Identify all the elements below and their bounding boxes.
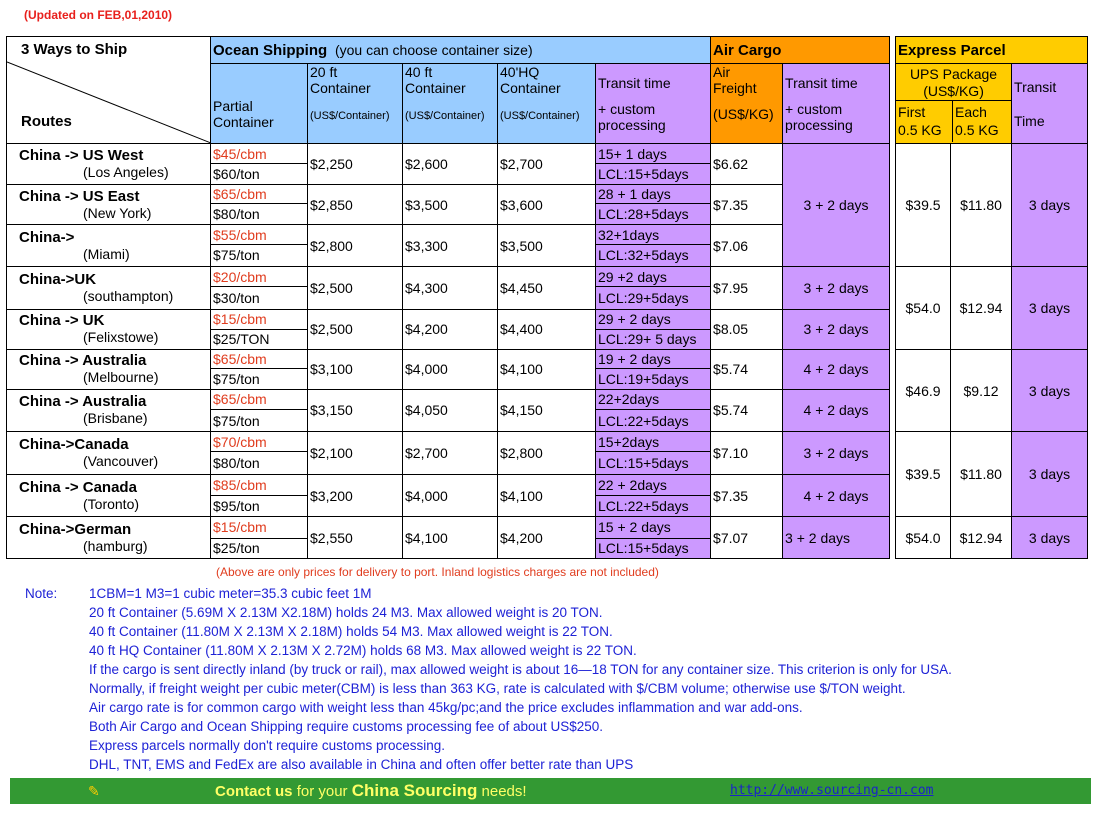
route-city: (New York) (83, 204, 152, 221)
container-c40hq-price: $4,400 (498, 309, 596, 350)
note-line: Normally, if freight weight per cubic meter(CBM) is less than 363 KG, rate is calculated with $/CBM volume; otherwise use $/TON weight. (89, 681, 906, 696)
air-transit-time: 4 + 2 days (783, 389, 890, 432)
footer-banner (10, 778, 1091, 804)
ocean-transit-lcl: LCL:15+5days (596, 538, 711, 558)
container-c40hq-price: $4,200 (498, 517, 596, 559)
spacer (890, 389, 896, 432)
express-transit-time: 3 days (1012, 517, 1088, 559)
route-city: (Toronto) (83, 495, 140, 512)
container-c40-price: $4,000 (403, 350, 498, 390)
ocean-transit-fcl: 15 + 2 days (596, 517, 711, 538)
route-name: China -> US West (19, 147, 144, 165)
ocean-transit-lcl: LCL:22+5days (596, 409, 711, 431)
route-cell (7, 184, 211, 225)
air-transit-header: Transit time + custom processing (783, 64, 890, 144)
route-cell (7, 309, 211, 350)
route-city: (Melbourne) (83, 369, 159, 386)
route-name: China -> UK (19, 312, 105, 330)
container-c20-price: $2,500 (308, 309, 403, 350)
partial-ton-price: $75/ton (211, 244, 308, 266)
ocean-transit-lcl: LCL:32+5days (596, 244, 711, 266)
ocean-transit-lcl: LCL:28+5days (596, 204, 711, 225)
route-cell (7, 474, 211, 517)
ocean-transit-lcl: LCL:15+5days (596, 452, 711, 474)
partial-ton-price: $25/ton (211, 538, 308, 558)
partial-ton-price: $95/ton (211, 496, 308, 517)
spacer (890, 184, 896, 225)
note-line: DHL, TNT, EMS and FedEx are also available in China and often offer better rate than UPS (89, 757, 634, 772)
container-c40hq-price: $2,800 (498, 432, 596, 475)
partial-ton-price: $80/ton (211, 452, 308, 474)
route-cell (7, 225, 211, 267)
ocean-transit-fcl: 22+2days (596, 389, 711, 409)
spacer (890, 474, 896, 517)
partial-cbm-price: $65/cbm (211, 389, 308, 409)
pencil-icon: ✎ (88, 783, 100, 799)
route-name: China-> (19, 228, 75, 246)
route-cell (7, 389, 211, 432)
spacer (890, 225, 896, 267)
route-row (7, 517, 1088, 538)
partial-cbm-price: $45/cbm (211, 144, 308, 163)
route-row (7, 350, 1088, 369)
routes-header-cell (7, 37, 211, 144)
express-transit-time: 3 days (1012, 144, 1088, 267)
container-c40-price: $4,300 (403, 267, 498, 310)
route-name: China->German (19, 520, 132, 538)
air-transit-time: 3 + 2 days (783, 517, 890, 559)
ocean-transit-fcl: 29 +2 days (596, 267, 711, 287)
partial-cbm-price: $15/cbm (211, 309, 308, 329)
route-name: China -> US East (19, 187, 140, 205)
route-cell (7, 350, 211, 390)
updated-date: (Updated on FEB,01,2010) (24, 8, 173, 22)
container-20ft-header: 20 ft Container (US$/Container) (308, 64, 403, 144)
container-c40-price: $4,100 (403, 517, 498, 559)
ocean-transit-fcl: 32+1days (596, 225, 711, 244)
express-transit-time: 3 days (1012, 432, 1088, 517)
route-name: China -> Canada (19, 478, 137, 496)
partial-ton-price: $30/ton (211, 287, 308, 309)
express-transit-header: Transit Time (1012, 64, 1088, 144)
air-transit-time: 3 + 2 days (783, 309, 890, 350)
express-each-price: $12.94 (951, 267, 1012, 350)
ocean-shipping-header (211, 37, 711, 64)
container-c20-price: $3,200 (308, 474, 403, 517)
ocean-transit-fcl: 19 + 2 days (596, 350, 711, 369)
route-row (7, 432, 1088, 452)
air-freight-price: $5.74 (711, 389, 783, 432)
route-city: (southampton) (83, 287, 174, 304)
express-first-price: $46.9 (896, 350, 951, 432)
contact-text: Contact us for your China Sourcing needs! (215, 781, 527, 800)
ups-package-header: UPS Package (US$/KG) First 0.5 KG Each 0.5 KG (896, 64, 1012, 144)
container-c40-price: $2,700 (403, 432, 498, 475)
ocean-transit-lcl: LCL:19+5days (596, 369, 711, 389)
partial-cbm-price: $20/cbm (211, 267, 308, 287)
route-cell (7, 267, 211, 310)
note-line: 20 ft Container (5.69M X 2.13M X2.18M) holds 24 M3. Max allowed weight is 20 TON. (89, 605, 603, 620)
route-cell (7, 144, 211, 185)
container-c40-price: $2,600 (403, 144, 498, 185)
partial-cbm-price: $65/cbm (211, 350, 308, 369)
ocean-transit-fcl: 29 + 2 days (596, 309, 711, 329)
route-name: China->UK (19, 270, 97, 288)
routes-label: Routes (21, 113, 72, 130)
air-freight-price: $7.07 (711, 517, 783, 559)
ways-to-ship-label: 3 Ways to Ship (21, 41, 128, 58)
container-c40-price: $4,000 (403, 474, 498, 517)
partial-cbm-price: $85/cbm (211, 474, 308, 495)
partial-container-header: Partial Container (211, 64, 308, 144)
air-transit-time: 3 + 2 days (783, 144, 890, 267)
note-line: If the cargo is sent directly inland (by truck or rail), max allowed weight is about 16—18 TON for any container size. This criterion is only for USA. (89, 662, 952, 677)
container-c20-price: $2,800 (308, 225, 403, 267)
shipping-rates-table (6, 36, 1088, 559)
route-city: (Miami) (83, 245, 130, 262)
note-line: Air cargo rate is for common cargo with weight less than 45kg/pc;and the price excludes inflammation and war add-ons. (89, 700, 803, 715)
note-line: 1CBM=1 M3=1 cubic meter=35.3 cubic feet 1M (89, 586, 372, 601)
express-transit-time: 3 days (1012, 267, 1088, 350)
container-c20-price: $3,100 (308, 350, 403, 390)
container-c40hq-price: $3,600 (498, 184, 596, 225)
partial-ton-price: $80/ton (211, 204, 308, 225)
route-name: China -> Australia (19, 352, 147, 370)
container-40hq-header: 40'HQ Container (US$/Container) (498, 64, 596, 144)
air-transit-time: 3 + 2 days (783, 432, 890, 475)
partial-cbm-price: $55/cbm (211, 225, 308, 244)
air-freight-price: $7.06 (711, 225, 783, 267)
air-transit-time: 4 + 2 days (783, 474, 890, 517)
container-c40-price: $4,050 (403, 389, 498, 432)
express-parcel-header: Express Parcel (896, 37, 1088, 64)
container-c40hq-price: $2,700 (498, 144, 596, 185)
note-line: Both Air Cargo and Ocean Shipping require customs processing fee of about US$250. (89, 719, 604, 734)
partial-ton-price: $75/ton (211, 409, 308, 431)
ocean-shipping-note: (you can choose container size) (334, 41, 533, 58)
express-each-price: $9.12 (951, 350, 1012, 432)
container-c20-price: $2,850 (308, 184, 403, 225)
container-c40hq-price: $4,150 (498, 389, 596, 432)
container-c20-price: $2,250 (308, 144, 403, 185)
express-each-price: $12.94 (951, 517, 1012, 559)
partial-cbm-price: $70/cbm (211, 432, 308, 452)
route-city: (Vancouver) (83, 452, 159, 469)
container-c40hq-price: $4,100 (498, 350, 596, 390)
note-label: Note: (25, 586, 58, 601)
ocean-transit-fcl: 22 + 2days (596, 474, 711, 495)
route-city: (Brisbane) (83, 410, 148, 427)
ocean-transit-fcl: 15+2days (596, 432, 711, 452)
air-cargo-header: Air Cargo (711, 37, 890, 64)
container-40ft-header: 40 ft Container (US$/Container) (403, 64, 498, 144)
note-line: Express parcels normally don't require customs processing. (89, 738, 445, 753)
ocean-shipping-title: Ocean Shipping (213, 41, 328, 59)
container-c40-price: $3,300 (403, 225, 498, 267)
route-name: China -> Australia (19, 393, 147, 411)
delivery-caveat: (Above are only prices for delivery to port. Inland logistics charges are not included) (216, 565, 659, 579)
website-link[interactable]: http://www.sourcing-cn.com (730, 783, 934, 798)
partial-ton-price: $25/TON (211, 329, 308, 349)
spacer (890, 309, 896, 350)
ocean-transit-fcl: 15+ 1 days (596, 144, 711, 163)
container-c40-price: $4,200 (403, 309, 498, 350)
each-half-kg-header: Each 0.5 KG (955, 104, 999, 139)
route-row (7, 267, 1088, 287)
express-each-price: $11.80 (951, 432, 1012, 517)
air-freight-price: $8.05 (711, 309, 783, 350)
express-transit-time: 3 days (1012, 350, 1088, 432)
air-freight-price: $7.10 (711, 432, 783, 475)
container-c20-price: $2,550 (308, 517, 403, 559)
route-row (7, 144, 1088, 163)
partial-cbm-price: $65/cbm (211, 184, 308, 203)
express-first-price: $54.0 (896, 517, 951, 559)
container-c20-price: $2,500 (308, 267, 403, 310)
express-first-price: $39.5 (896, 144, 951, 267)
route-city: (Felixstowe) (83, 329, 159, 346)
container-c40hq-price: $4,100 (498, 474, 596, 517)
air-transit-time: 3 + 2 days (783, 267, 890, 310)
express-each-price: $11.80 (951, 144, 1012, 267)
route-city: (hamburg) (83, 537, 148, 554)
express-first-price: $54.0 (896, 267, 951, 350)
note-line: 40 ft HQ Container (11.80M X 2.13M X 2.72M) holds 68 M3. Max allowed weight is 22 TON. (89, 643, 637, 658)
air-freight-price: $7.35 (711, 474, 783, 517)
route-name: China->Canada (19, 435, 129, 453)
ocean-transit-lcl: LCL:29+5days (596, 287, 711, 309)
first-half-kg-header: First 0.5 KG (896, 101, 953, 142)
partial-cbm-price: $15/cbm (211, 517, 308, 538)
container-c40hq-price: $3,500 (498, 225, 596, 267)
express-first-price: $39.5 (896, 432, 951, 517)
route-city: (Los Angeles) (83, 164, 169, 181)
container-c40-price: $3,500 (403, 184, 498, 225)
ocean-transit-header: Transit time + custom processing (596, 64, 711, 144)
container-c20-price: $2,100 (308, 432, 403, 475)
partial-ton-price: $75/ton (211, 369, 308, 389)
air-freight-price: $7.35 (711, 184, 783, 225)
route-cell (7, 517, 211, 559)
ocean-transit-lcl: LCL:22+5days (596, 496, 711, 517)
air-freight-price: $5.74 (711, 350, 783, 390)
note-line: 40 ft Container (11.80M X 2.13M X 2.18M) holds 54 M3. Max allowed weight is 22 TON. (89, 624, 613, 639)
route-cell (7, 432, 211, 475)
air-transit-time: 4 + 2 days (783, 350, 890, 390)
air-freight-header: Air Freight (US$/KG) (711, 64, 783, 144)
container-c40hq-price: $4,450 (498, 267, 596, 310)
container-c20-price: $3,150 (308, 389, 403, 432)
ocean-transit-lcl: LCL:29+ 5 days (596, 329, 711, 349)
air-freight-price: $7.95 (711, 267, 783, 310)
ocean-transit-lcl: LCL:15+5days (596, 163, 711, 184)
partial-ton-price: $60/ton (211, 163, 308, 184)
ocean-transit-fcl: 28 + 1 days (596, 184, 711, 203)
contact-us-link[interactable]: Contact us (215, 783, 293, 800)
air-freight-price: $6.62 (711, 144, 783, 185)
